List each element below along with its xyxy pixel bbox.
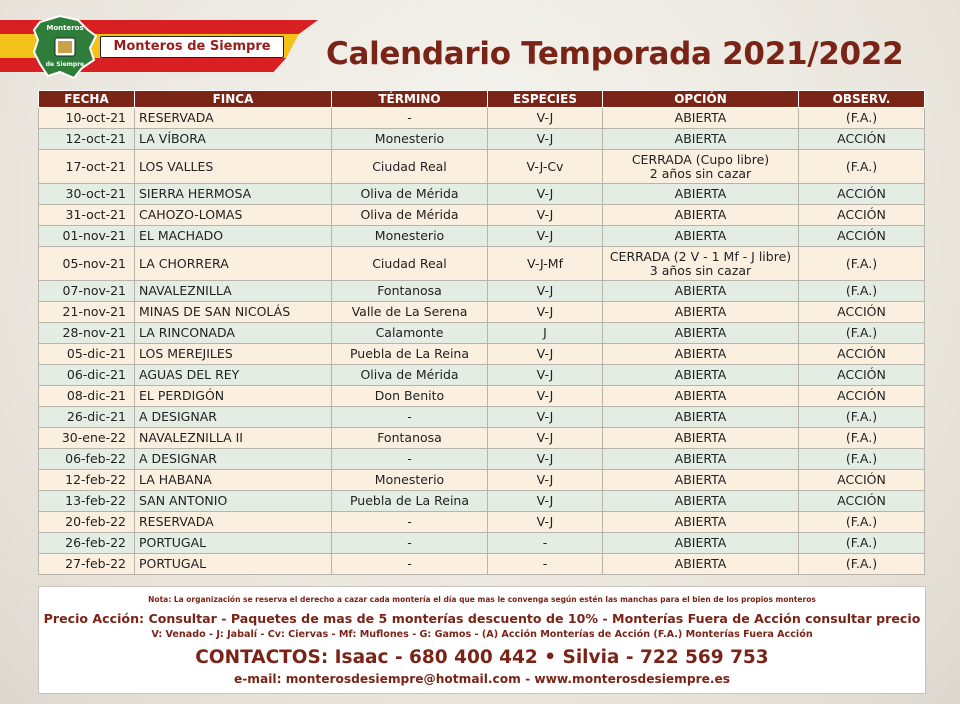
cell-termino: Oliva de Mérida <box>332 365 488 386</box>
cell-fecha: 05-dic-21 <box>39 344 135 365</box>
cell-especies: J <box>488 323 603 344</box>
cell-opcion: ABIERTA <box>603 184 799 205</box>
footer-contactos: CONTACTOS: Isaac - 680 400 442 • Silvia - 722 569 753 <box>195 647 769 668</box>
cell-finca: PORTUGAL <box>135 533 332 554</box>
cell-opcion: ABIERTA <box>603 533 799 554</box>
table-row <box>39 344 925 365</box>
cell-opcion: ABIERTA <box>603 281 799 302</box>
cell-finca: SAN ANTONIO <box>135 491 332 512</box>
table-row <box>39 449 925 470</box>
cell-termino: - <box>332 533 488 554</box>
cell-observ: ACCIÓN <box>799 205 925 226</box>
cell-especies: V-J <box>488 449 603 470</box>
cell-observ: ACCIÓN <box>799 184 925 205</box>
cell-especies: V-J <box>488 226 603 247</box>
cell-fecha: 08-dic-21 <box>39 386 135 407</box>
cell-observ: ACCIÓN <box>799 302 925 323</box>
cell-opcion: ABIERTA <box>603 226 799 247</box>
cell-fecha: 21-nov-21 <box>39 302 135 323</box>
cell-fecha: 27-feb-22 <box>39 554 135 575</box>
cell-fecha: 10-oct-21 <box>39 108 135 129</box>
logo-text-bottom: de Siempre <box>45 61 85 68</box>
cell-finca: LA VÍBORA <box>135 129 332 150</box>
cell-fecha: 06-feb-22 <box>39 449 135 470</box>
cell-fecha: 01-nov-21 <box>39 226 135 247</box>
cell-especies: V-J <box>488 344 603 365</box>
cell-observ: ACCIÓN <box>799 344 925 365</box>
cell-especies: V-J <box>488 365 603 386</box>
footer-leyenda: V: Venado - J: Jabalí - Cv: Ciervas - Mf: Muflones - G: Gamos - (A) Acción Monterías de Acción (F.A.) Monterías Fuera Acción <box>151 629 813 640</box>
cell-observ: (F.A.) <box>799 407 925 428</box>
cell-fecha: 28-nov-21 <box>39 323 135 344</box>
table-row <box>39 247 925 281</box>
cell-fecha: 30-ene-22 <box>39 428 135 449</box>
table-row <box>39 226 925 247</box>
header-observ: OBSERV. <box>799 91 925 108</box>
cell-termino: Don Benito <box>332 386 488 407</box>
cell-finca: NAVALEZNILLA <box>135 281 332 302</box>
cell-finca: A DESIGNAR <box>135 407 332 428</box>
cell-fecha: 12-oct-21 <box>39 129 135 150</box>
table-row <box>39 470 925 491</box>
table-row <box>39 428 925 449</box>
cell-opcion: ABIERTA <box>603 491 799 512</box>
table-row <box>39 407 925 428</box>
cell-termino: - <box>332 512 488 533</box>
cell-termino: Calamonte <box>332 323 488 344</box>
cell-fecha: 06-dic-21 <box>39 365 135 386</box>
cell-finca: AGUAS DEL REY <box>135 365 332 386</box>
cell-finca: RESERVADA <box>135 108 332 129</box>
cell-fecha: 30-oct-21 <box>39 184 135 205</box>
cell-opcion <box>603 150 799 184</box>
table-row <box>39 512 925 533</box>
cell-opcion: ABIERTA <box>603 302 799 323</box>
cell-termino: - <box>332 554 488 575</box>
brand-name: Monteros de Siempre <box>100 36 284 58</box>
cell-opcion: ABIERTA <box>603 512 799 533</box>
cell-termino: Puebla de La Reina <box>332 344 488 365</box>
brand-logo <box>30 14 100 80</box>
cell-especies: V-J <box>488 108 603 129</box>
cell-especies: V-J <box>488 512 603 533</box>
cell-observ: (F.A.) <box>799 428 925 449</box>
cell-finca: LOS MEREJILES <box>135 344 332 365</box>
cell-opcion-line2: 2 años sin cazar <box>649 165 752 181</box>
logo-text-top: Monteros <box>46 24 84 32</box>
cell-termino: Ciudad Real <box>332 150 488 184</box>
cell-termino: Ciudad Real <box>332 247 488 281</box>
cell-observ: ACCIÓN <box>799 470 925 491</box>
cell-opcion-line2: 3 años sin cazar <box>649 262 752 278</box>
cell-opcion <box>603 247 799 281</box>
cell-observ: (F.A.) <box>799 108 925 129</box>
table-row <box>39 365 925 386</box>
table-row <box>39 533 925 554</box>
cell-especies: V-J <box>488 386 603 407</box>
cell-opcion: ABIERTA <box>603 129 799 150</box>
cell-fecha: 12-feb-22 <box>39 470 135 491</box>
cell-opcion: ABIERTA <box>603 554 799 575</box>
cell-opcion: ABIERTA <box>603 386 799 407</box>
cell-observ: (F.A.) <box>799 512 925 533</box>
table-row <box>39 554 925 575</box>
table-row <box>39 281 925 302</box>
cell-observ: (F.A.) <box>799 281 925 302</box>
table-row <box>39 205 925 226</box>
cell-finca: SIERRA HERMOSA <box>135 184 332 205</box>
cell-especies: V-J <box>488 491 603 512</box>
cell-fecha: 20-feb-22 <box>39 512 135 533</box>
cell-observ: (F.A.) <box>799 150 925 184</box>
cell-especies: - <box>488 554 603 575</box>
header-termino: TÉRMINO <box>332 91 488 108</box>
cell-opcion: ABIERTA <box>603 344 799 365</box>
cell-opcion: ABIERTA <box>603 108 799 129</box>
table-row <box>39 129 925 150</box>
cell-finca: A DESIGNAR <box>135 449 332 470</box>
cell-especies: V-J <box>488 281 603 302</box>
cell-termino: Valle de La Serena <box>332 302 488 323</box>
cell-fecha: 05-nov-21 <box>39 247 135 281</box>
footer-box <box>38 586 926 694</box>
cell-finca: LA CHORRERA <box>135 247 332 281</box>
cell-finca: EL MACHADO <box>135 226 332 247</box>
cell-fecha: 26-feb-22 <box>39 533 135 554</box>
cell-observ: (F.A.) <box>799 533 925 554</box>
cell-opcion: ABIERTA <box>603 323 799 344</box>
cell-termino: - <box>332 407 488 428</box>
cell-opcion: ABIERTA <box>603 449 799 470</box>
cell-finca: PORTUGAL <box>135 554 332 575</box>
cell-termino: Monesterio <box>332 129 488 150</box>
header-fecha: FECHA <box>39 91 135 108</box>
cell-opcion: ABIERTA <box>603 407 799 428</box>
cell-especies: V-J <box>488 205 603 226</box>
cell-observ: ACCIÓN <box>799 386 925 407</box>
cell-opcion: ABIERTA <box>603 470 799 491</box>
cell-termino: Puebla de La Reina <box>332 491 488 512</box>
cell-fecha: 17-oct-21 <box>39 150 135 184</box>
cell-especies: V-J-Cv <box>488 150 603 184</box>
cell-observ: ACCIÓN <box>799 365 925 386</box>
cell-fecha: 26-dic-21 <box>39 407 135 428</box>
cell-finca: CAHOZO-LOMAS <box>135 205 332 226</box>
footer-note: Nota: La organización se reserva el derecho a cazar cada montería el día que mas le convenga según estén las manchas para el bien de los propios monteros <box>148 595 816 604</box>
cell-finca: LA RINCONADA <box>135 323 332 344</box>
cell-fecha: 31-oct-21 <box>39 205 135 226</box>
header-finca: FINCA <box>135 91 332 108</box>
cell-observ: ACCIÓN <box>799 491 925 512</box>
cell-especies: V-J <box>488 129 603 150</box>
cell-observ: (F.A.) <box>799 247 925 281</box>
table-row <box>39 302 925 323</box>
cell-termino: Fontanosa <box>332 428 488 449</box>
cell-observ: ACCIÓN <box>799 226 925 247</box>
cell-observ: (F.A.) <box>799 323 925 344</box>
cell-especies: V-J <box>488 407 603 428</box>
cell-especies: V-J-Mf <box>488 247 603 281</box>
cell-termino: Fontanosa <box>332 281 488 302</box>
cell-fecha: 13-feb-22 <box>39 491 135 512</box>
cell-opcion: ABIERTA <box>603 205 799 226</box>
cell-finca: EL PERDIGÓN <box>135 386 332 407</box>
cell-especies: V-J <box>488 302 603 323</box>
cell-especies: V-J <box>488 428 603 449</box>
cell-observ: (F.A.) <box>799 554 925 575</box>
cell-finca: MINAS DE SAN NICOLÁS <box>135 302 332 323</box>
cell-especies: V-J <box>488 470 603 491</box>
cell-finca: RESERVADA <box>135 512 332 533</box>
cell-especies: V-J <box>488 184 603 205</box>
table-row <box>39 323 925 344</box>
table-row <box>39 491 925 512</box>
cell-finca: LOS VALLES <box>135 150 332 184</box>
cell-opcion-line1: CERRADA (2 V - 1 Mf - J libre) <box>609 248 792 264</box>
header-especies: ESPECIES <box>488 91 603 108</box>
cell-termino: - <box>332 108 488 129</box>
table-body <box>39 108 925 575</box>
cell-especies: - <box>488 533 603 554</box>
table-row <box>39 184 925 205</box>
cell-termino: Oliva de Mérida <box>332 205 488 226</box>
table-row <box>39 108 925 129</box>
calendar-table <box>38 90 925 575</box>
table-header-row <box>39 91 925 108</box>
header-opcion: OPCIÓN <box>603 91 799 108</box>
cell-finca: NAVALEZNILLA II <box>135 428 332 449</box>
cell-fecha: 07-nov-21 <box>39 281 135 302</box>
cell-observ: (F.A.) <box>799 449 925 470</box>
cell-termino: Monesterio <box>332 226 488 247</box>
cell-observ: ACCIÓN <box>799 129 925 150</box>
cell-termino: - <box>332 449 488 470</box>
cell-opcion: ABIERTA <box>603 428 799 449</box>
table-row <box>39 150 925 184</box>
cell-termino: Monesterio <box>332 470 488 491</box>
cell-termino: Oliva de Mérida <box>332 184 488 205</box>
page-title: Calendario Temporada 2021/2022 <box>326 36 904 72</box>
cell-opcion-line1: CERRADA (Cupo libre) <box>631 151 770 167</box>
table-row <box>39 386 925 407</box>
cell-opcion: ABIERTA <box>603 365 799 386</box>
cell-finca: LA HABANA <box>135 470 332 491</box>
footer-email: e-mail: monterosdesiempre@hotmail.com - www.monterosdesiempre.es <box>233 672 731 686</box>
footer-precio: Precio Acción: Consultar - Paquetes de mas de 5 monterías descuento de 10% - Monterías Fuera de Acción consultar precio <box>43 611 921 626</box>
